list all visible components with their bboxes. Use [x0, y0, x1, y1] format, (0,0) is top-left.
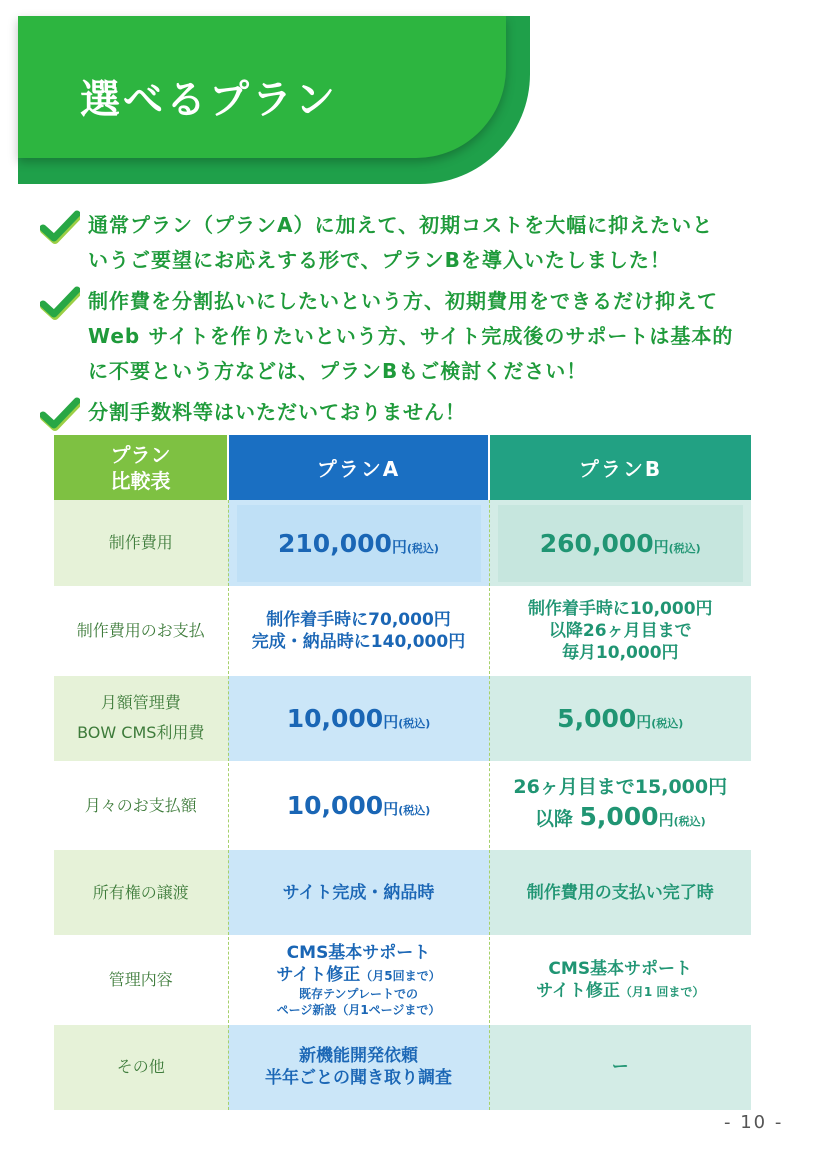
plan-b-cell: CMS基本サポート サイト修正（月1 回まで）	[489, 936, 751, 1023]
plan-b-header: プランB	[489, 435, 751, 500]
table-row	[54, 500, 751, 587]
table-row	[54, 936, 751, 1023]
plan-b-cell: ー	[489, 1024, 751, 1111]
row-label: 月額管理費 BOW CMS利用費	[54, 675, 228, 762]
price-highlight: 260,000円(税込)	[498, 505, 744, 582]
row-label: 制作費用のお支払	[54, 587, 228, 674]
table-row	[54, 587, 751, 674]
bullet-item	[40, 395, 800, 431]
row-label: 管理内容	[54, 936, 228, 1023]
plan-b-cell: 5,000円(税込)	[489, 675, 751, 762]
plan-a-cell: 新機能開発依頼 半年ごとの聞き取り調査	[228, 1024, 489, 1111]
table-row	[54, 849, 751, 936]
plan-a-cell: 10,000円(税込)	[228, 675, 489, 762]
plan-b-cell: 26ヶ月目まで15,000円 以降 5,000円(税込)	[489, 762, 751, 849]
plan-a-cell: サイト完成・納品時	[228, 849, 489, 936]
check-icon	[40, 397, 80, 431]
bullet-item	[40, 208, 800, 278]
page-number: - 10 -	[724, 1112, 784, 1133]
bullet-item	[40, 284, 800, 389]
price-highlight: 210,000円(税込)	[237, 505, 481, 582]
check-icon	[40, 210, 80, 244]
plan-a-cell: 10,000円(税込)	[228, 762, 489, 849]
plan-a-header: プランA	[228, 435, 489, 500]
check-icon	[40, 286, 80, 320]
row-label: 月々のお支払額	[54, 762, 228, 849]
plan-a-cell: CMS基本サポート サイト修正（月5回まで） 既存テンプレートでの ページ新設（月1ページまで）	[228, 936, 489, 1023]
row-label: その他	[54, 1024, 228, 1111]
table-header-row	[54, 435, 751, 500]
plan-b-cell	[489, 500, 751, 587]
page-title: 選べるプラン	[80, 77, 338, 123]
table-row	[54, 1024, 751, 1111]
table-row	[54, 675, 751, 762]
row-label: 所有権の譲渡	[54, 849, 228, 936]
plan-a-cell	[228, 500, 489, 587]
bullet-text: 通常プラン（プランA）に加えて、初期コストを大幅に抑えたいと いうご要望にお応えする形で、プランBを導入いたしました！	[88, 213, 714, 272]
plan-b-cell: 制作着手時に10,000円 以降26ヶ月目まで 毎月10,000円	[489, 587, 751, 674]
row-label: 制作費用	[54, 500, 228, 587]
bullet-text: 制作費を分割払いにしたいという方、初期費用をできるだけ抑えて Web サイトを作りたいという方、サイト完成後のサポートは基本的 に不要という方などは、プランBもご検討ください！	[88, 289, 734, 383]
corner-header: プラン 比較表	[54, 435, 228, 500]
bullet-list	[40, 208, 800, 437]
table-row	[54, 762, 751, 849]
plan-comparison-table	[54, 435, 751, 1112]
plan-a-cell: 制作着手時に70,000円 完成・納品時に140,000円	[228, 587, 489, 674]
plan-b-cell: 制作費用の支払い完了時	[489, 849, 751, 936]
bullet-text: 分割手数料等はいただいておりません！	[88, 400, 466, 424]
